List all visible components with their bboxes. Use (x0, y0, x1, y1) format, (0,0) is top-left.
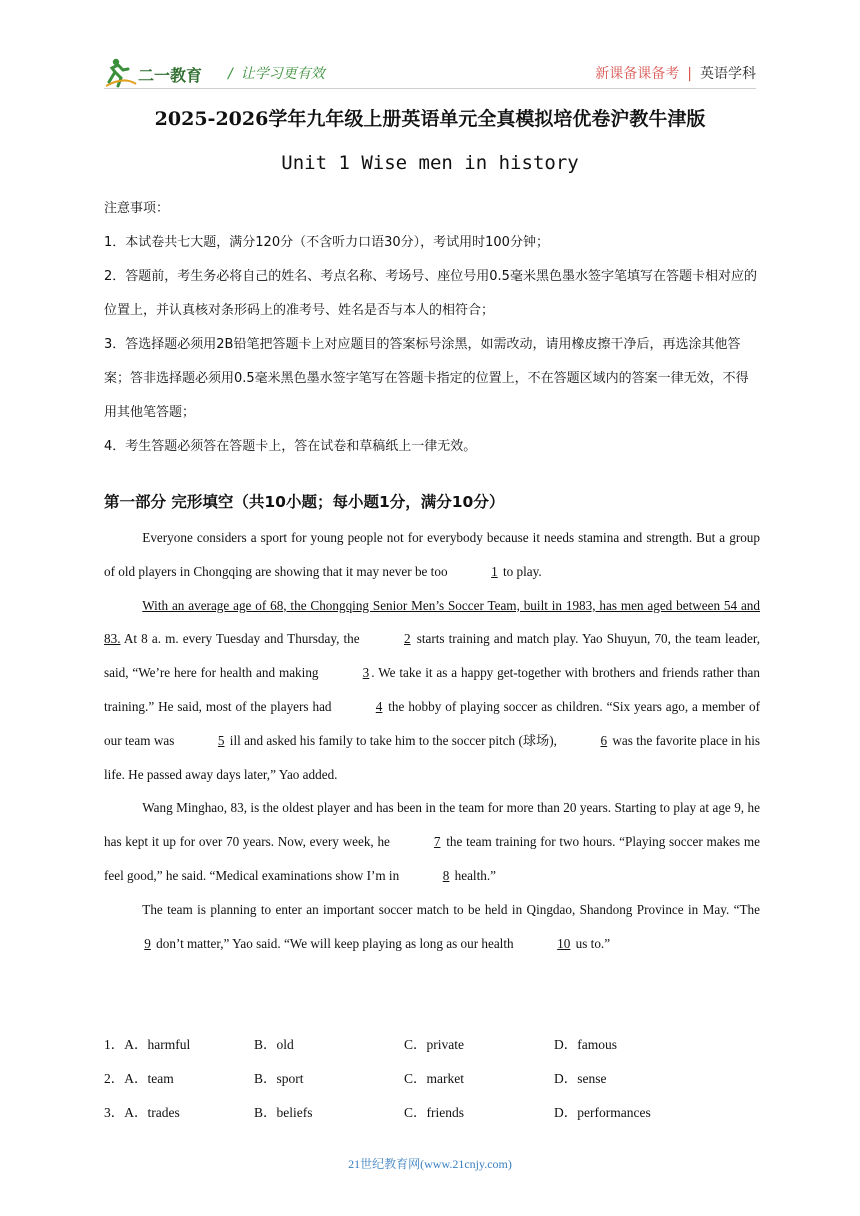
header-label-course: 新课备课备考 (595, 66, 680, 82)
cloze-passage (104, 521, 760, 960)
header-divider (104, 88, 756, 89)
unit-title: Unit 1 Wise men in history (281, 152, 579, 174)
exam-title: 2025-2026学年九年级上册英语单元全真模拟培优卷沪教牛津版 (154, 108, 706, 130)
option-c: C．private (404, 1037, 464, 1052)
page-header (104, 56, 756, 90)
option-c: C．friends (404, 1105, 464, 1120)
option-a: 2．A．team (104, 1071, 174, 1086)
blank-3: 3 (362, 665, 370, 681)
slogan: / 让学习更有效 (228, 66, 325, 82)
option-a: 3．A．trades (104, 1105, 180, 1120)
option-b: B．old (254, 1037, 294, 1052)
blank-5: 5 (217, 732, 225, 748)
header-right-labels: 新课备课备考 | 英语学科 (595, 66, 756, 82)
underlined-sentence: With an average age of 68, the Chongqing Senior Men’s Soccer Team, built in 1983, has men aged between 54 and 83. (104, 597, 760, 647)
passage-paragraph: Wang Minghao, 83, is the oldest player and has been in the team for more than 20 years. Starting to play at age 9, he has kept it up for over 70 years. Now, every week, he 7 the team training for two hours. “Playing soccer makes me feel good,” he said. “Medical examinations show I’m in 8 health.” (104, 791, 760, 892)
option-b: B．sport (254, 1071, 304, 1086)
passage-paragraph: With an average age of 68, the Chongqing Senior Men’s Soccer Team, built in 1983, has men aged between 54 and 83. At 8 a. m. every Tuesday and Thursday, the 2 starts training and match play. Yao Shuyun, 70, the team leader, said, “We’re here for health and making 3 . We take it as a happy get-together with brothers and friends rather than training.” He said, most of the players had 4 the hobby of playing soccer as children. “Six years ago, a member of our team was 5 ill and asked his family to take him to the soccer pitch (球场), 6 was the favorite place in his life. He passed away days later,” Yao added. (104, 597, 761, 782)
section-title: 第一部分 完形填空（共10小题；每小题1分，满分10分） (104, 493, 505, 511)
blank-2: 2 (404, 631, 411, 647)
blank-4: 4 (375, 698, 383, 714)
option-row (104, 1026, 760, 1060)
note-item: 4．考生答题必须答在答题卡上，答在试卷和草稿纸上一律无效。 (104, 439, 477, 454)
option-row (104, 1094, 760, 1128)
blank-7: 7 (433, 834, 441, 850)
option-d: D．performances (554, 1105, 651, 1120)
runner-logo-icon (104, 56, 216, 90)
note-item: 3．答选择题必须用2B铅笔把答题卡上对应题目的答案标号涂黑，如需改动，请用橡皮擦干净后，再选涂其他答案；答非选择题必须用0.5毫米黑色墨水签字笔写在答题卡指定的位置上，不在答题区域内的答案一律无效，不得用其他笔答题； (104, 337, 749, 420)
answer-options (104, 1026, 760, 1128)
svg-text:二一教育: 二一教育 (138, 66, 203, 85)
blank-1: 1 (491, 563, 498, 579)
passage-paragraph: The team is planning to enter an important soccer match to be held in Qingdao, Shandong Province in May. “The 9 don’t matter,” Yao said. “We will keep playing as long as our health 10 us to.” (104, 893, 760, 961)
option-b: B．beliefs (254, 1105, 313, 1120)
exam-notes (104, 192, 760, 464)
passage-paragraph: Everyone considers a sport for young people not for everybody because it needs stamina and strength. But a group of old players in Chongqing are showing that it may never be too 1 to play. (104, 521, 760, 589)
option-c: C．market (404, 1071, 464, 1086)
blank-6: 6 (600, 732, 608, 748)
option-a: 1．A．harmful (104, 1037, 191, 1052)
blank-8: 8 (442, 867, 450, 883)
blank-10: 10 (557, 935, 571, 951)
footer-link[interactable]: 21世纪教育网(www.21cnjy.com) (348, 1157, 512, 1171)
option-row (104, 1060, 760, 1094)
brand-logo (104, 56, 216, 90)
header-label-subject: 英语学科 (700, 66, 756, 82)
note-item: 2．答题前，考生务必将自己的姓名、考点名称、考场号、座位号用0.5毫米黑色墨水签字笔填写在答题卡相对应的位置上，并认真核对条形码上的准考号、姓名是否与本人的相符合； (104, 269, 757, 318)
notes-heading: 注意事项： (104, 201, 170, 216)
option-d: D．sense (554, 1071, 607, 1086)
blank-9: 9 (144, 935, 151, 951)
note-item: 1．本试卷共七大题，满分120分（不含听力口语30分），考试用时100分钟； (104, 235, 549, 250)
option-d: D．famous (554, 1037, 617, 1052)
